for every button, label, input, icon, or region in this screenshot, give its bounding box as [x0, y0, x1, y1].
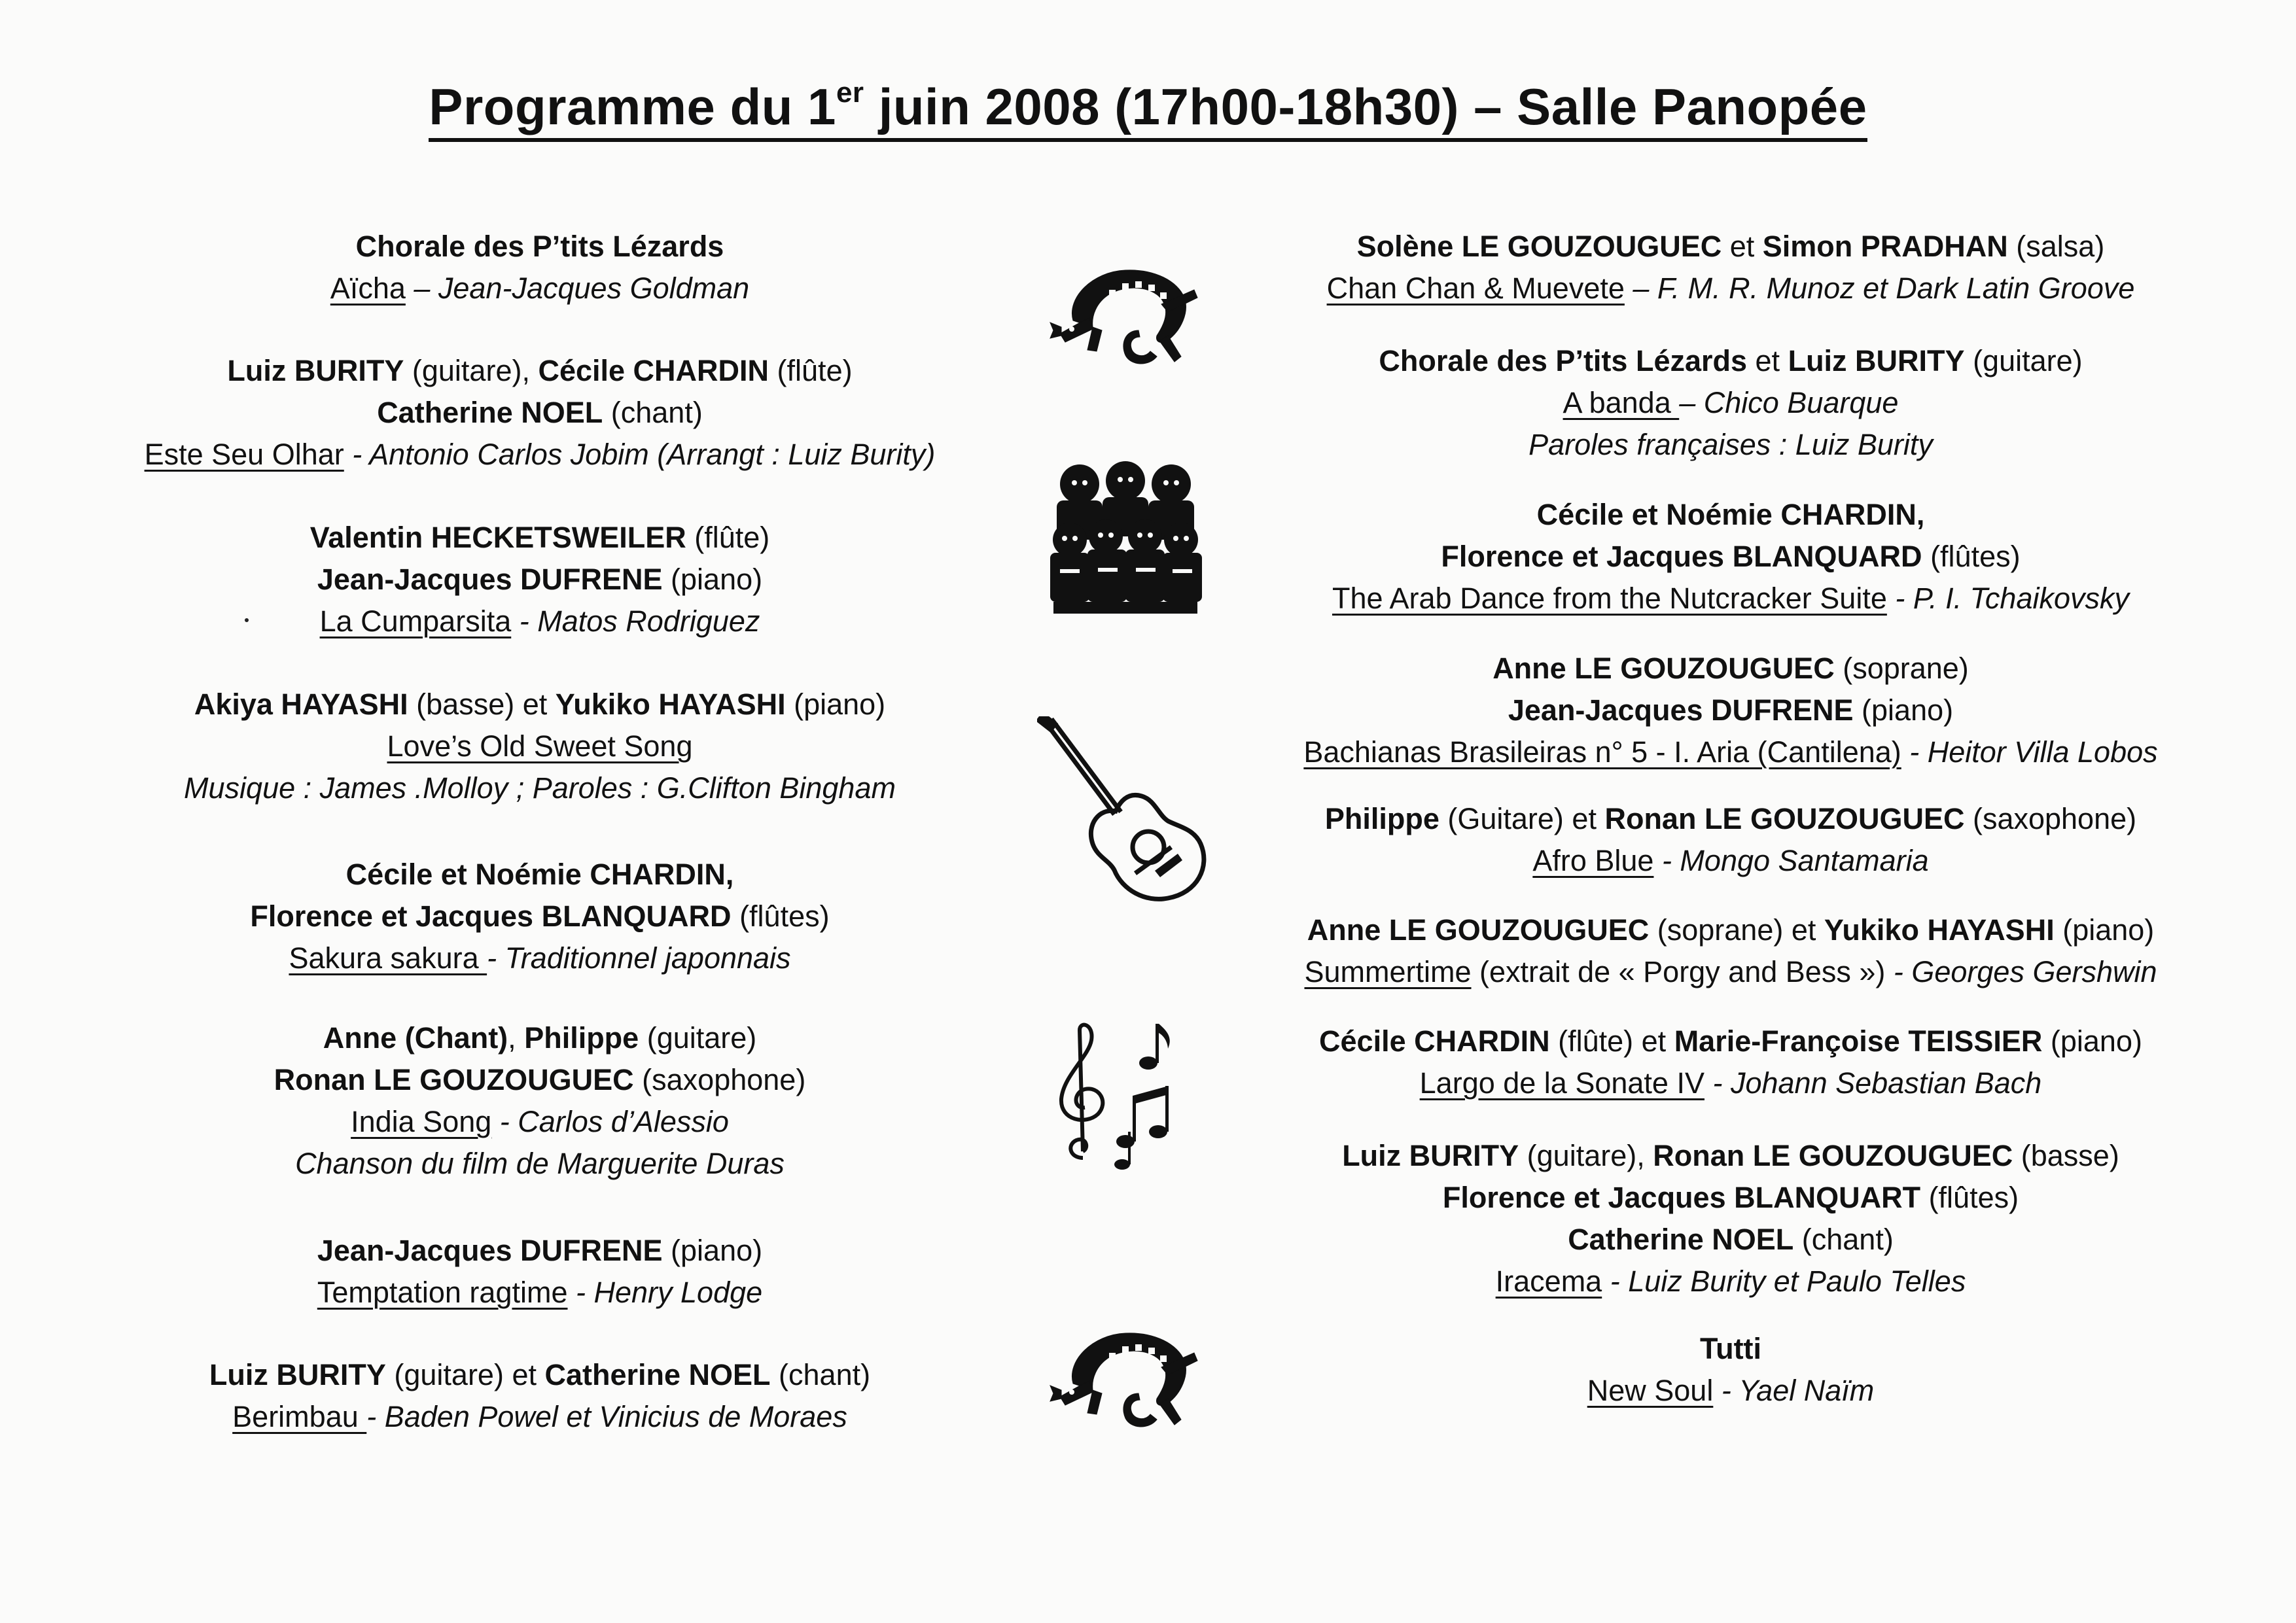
instrument-note: (extrait de « Porgy and Bess »): [1471, 955, 1894, 988]
entry-line: [39, 896, 1040, 937]
instrument-note: (guitare): [1964, 344, 2083, 377]
entry-line: [39, 767, 1040, 809]
lizard-icon: [1047, 258, 1204, 370]
program-entry: [1217, 648, 2244, 773]
program-entry: [1217, 909, 2244, 993]
performer-name: Florence et Jacques BLANQUART: [1442, 1181, 1921, 1214]
entry-line: [1217, 1021, 2244, 1062]
instrument-note: (flûtes): [731, 899, 830, 933]
performer-name: Cécile et Noémie CHARDIN,: [345, 858, 734, 891]
piece-title: Temptation ragtime: [317, 1276, 568, 1309]
performer-name: Ronan LE GOUZOUGUEC: [274, 1063, 634, 1096]
composer-credit: - Henry Lodge: [567, 1276, 763, 1309]
instrument-note: (piano): [662, 1234, 763, 1267]
piece-title: Afro Blue: [1532, 844, 1654, 877]
entry-line: [1217, 1177, 2244, 1219]
piece-title: Love’s Old Sweet Song: [387, 729, 693, 763]
program-entry: [39, 1230, 1040, 1314]
entry-line: [39, 684, 1040, 725]
entry-line: [39, 1272, 1040, 1314]
performer-name: Luiz BURITY: [209, 1358, 386, 1391]
performer-name: Florence et Jacques BLANQUARD: [250, 899, 732, 933]
entry-line: [1217, 731, 2244, 773]
entry-line: [39, 1017, 1040, 1059]
program-entry: [39, 1354, 1040, 1438]
stray-ink-dot: [245, 618, 249, 622]
performer-name: Anne (Chant): [323, 1021, 508, 1055]
composer-credit: - Antonio Carlos Jobim (Arrangt : Luiz Burity): [344, 438, 936, 471]
entry-line: [39, 559, 1040, 601]
performer-name: Chorale des P’tits Lézards: [355, 230, 724, 263]
performer-name: Philippe: [1324, 802, 1439, 835]
piece-title: Largo de la Sonate IV: [1419, 1066, 1704, 1100]
entry-line: [39, 434, 1040, 476]
entry-line: [39, 725, 1040, 767]
title-main: Programme du 1: [429, 78, 836, 135]
composer-credit: - Baden Powel et Vinicius de Moraes: [366, 1400, 847, 1433]
composer-credit: - Yael Naïm: [1713, 1374, 1875, 1407]
composer-credit: – Chico Buarque: [1679, 386, 1899, 419]
performer-name: Yukiko HAYASHI: [1824, 913, 2055, 947]
entry-line: [39, 1230, 1040, 1272]
piece-title: Bachianas Brasileiras n° 5 - I. Aria (Cantilena): [1303, 735, 1901, 769]
instrument-note: (guitare): [639, 1021, 757, 1055]
performer-name: Philippe: [524, 1021, 639, 1055]
performer-name: Cécile CHARDIN: [1319, 1024, 1550, 1058]
program-entry: [39, 854, 1040, 979]
performer-name: Jean-Jacques DUFRENE: [317, 563, 663, 596]
entry-line: [39, 226, 1040, 268]
instrument-note: (piano): [1853, 693, 1954, 727]
guitar-icon: [1037, 716, 1220, 906]
entry-line: [1217, 578, 2244, 620]
performer-name: Luiz BURITY: [1788, 344, 1965, 377]
entry-line: [1217, 909, 2244, 951]
piece-title: India Song: [351, 1105, 492, 1138]
entry-line: [1217, 1062, 2244, 1104]
performer-name: Marie-Françoise TEISSIER: [1674, 1024, 2043, 1058]
instrument-note: (flûtes): [1920, 1181, 2019, 1214]
entry-line: [1217, 268, 2244, 309]
composer-credit: - Mongo Santamaria: [1653, 844, 1929, 877]
instrument-note: (chant): [603, 396, 703, 429]
instrument-note: (saxophone): [633, 1063, 806, 1096]
music-notes-icon: [1047, 1017, 1197, 1171]
entry-line: [1217, 226, 2244, 268]
instrument-note: (piano): [2054, 913, 2155, 947]
entry-line: [39, 1396, 1040, 1438]
instrument-note: (basse): [2013, 1139, 2119, 1172]
instrument-note: (basse) et: [408, 688, 556, 721]
instrument-note: (chant): [1793, 1223, 1894, 1256]
performer-name: Jean-Jacques DUFRENE: [1508, 693, 1854, 727]
entry-line: [1217, 1135, 2244, 1177]
program-entry: [39, 226, 1040, 309]
instrument-note: (guitare),: [1519, 1139, 1653, 1172]
entry-line: [1217, 424, 2244, 466]
entry-line: [1217, 536, 2244, 578]
instrument-note: (piano): [662, 563, 763, 596]
program-entry: [39, 350, 1040, 476]
piece-title: Sakura sakura: [289, 941, 487, 975]
instrument-note: et: [1722, 230, 1763, 263]
instrument-note: (Guitare) et: [1439, 802, 1605, 835]
performer-name: Catherine NOEL: [544, 1358, 771, 1391]
performer-name: Cécile et Noémie CHARDIN,: [1536, 498, 1925, 531]
instrument-note: (piano): [785, 688, 886, 721]
program-entry: [1217, 798, 2244, 882]
performer-name: Solène LE GOUZOUGUEC: [1356, 230, 1722, 263]
instrument-note: (piano): [2042, 1024, 2142, 1058]
performer-name: Valentin HECKETSWEILER: [309, 521, 686, 554]
choir-icon: [1040, 458, 1210, 625]
instrument-note: (guitare),: [404, 354, 539, 387]
performer-name: Luiz BURITY: [227, 354, 404, 387]
performer-name: Tutti: [1699, 1332, 1762, 1365]
performer-name: Catherine NOEL: [377, 396, 603, 429]
composer-credit: - Luiz Burity et Paulo Telles: [1602, 1265, 1966, 1298]
entry-line: [1217, 1328, 2244, 1370]
program-entry: [1217, 494, 2244, 620]
composer-credit: - Georges Gershwin: [1893, 955, 2157, 988]
entry-line: [39, 854, 1040, 896]
entry-line: [39, 350, 1040, 392]
piece-title: Chan Chan & Muevete: [1326, 271, 1625, 305]
composer-credit: Paroles françaises : Luiz Burity: [1528, 428, 1933, 461]
performer-name: Florence et Jacques BLANQUARD: [1441, 540, 1922, 573]
entry-line: [1217, 648, 2244, 689]
performer-name: Anne LE GOUZOUGUEC: [1307, 913, 1650, 947]
performer-name: Simon PRADHAN: [1762, 230, 2008, 263]
piece-title: The Arab Dance from the Nutcracker Suite: [1332, 582, 1887, 615]
instrument-note: (soprane): [1834, 652, 1969, 685]
composer-credit: – Jean-Jacques Goldman: [405, 271, 750, 305]
instrument-note: (soprane) et: [1649, 913, 1824, 947]
piece-title: Summertime: [1304, 955, 1472, 988]
instrument-note: (guitare) et: [385, 1358, 545, 1391]
instrument-note: (flûte): [686, 521, 770, 554]
entry-line: [39, 601, 1040, 642]
entry-line: [1217, 340, 2244, 382]
composer-credit: - Heitor Villa Lobos: [1901, 735, 2158, 769]
composer-credit: - Matos Rodriguez: [511, 604, 760, 638]
entry-line: [39, 937, 1040, 979]
entry-line: [1217, 689, 2244, 731]
instrument-note: (flûtes): [1922, 540, 2021, 573]
program-entry: [39, 1017, 1040, 1185]
instrument-note: (flûte): [769, 354, 853, 387]
lizard-icon: [1047, 1321, 1204, 1433]
composer-credit: - Traditionnel japonnais: [487, 941, 791, 975]
composer-credit: – F. M. R. Munoz et Dark Latin Groove: [1624, 271, 2135, 305]
piece-title: Aïcha: [330, 271, 406, 305]
program-entry: [1217, 1021, 2244, 1104]
entry-line: [39, 268, 1040, 309]
instrument-note: (chant): [770, 1358, 871, 1391]
entry-line: [39, 1354, 1040, 1396]
entry-line: [1217, 494, 2244, 536]
instrument-note: et: [1747, 344, 1788, 377]
entry-line: [39, 1059, 1040, 1101]
entry-line: [39, 392, 1040, 434]
entry-line: [1217, 1219, 2244, 1261]
title-line: [429, 77, 1867, 142]
entry-line: [1217, 798, 2244, 840]
instrument-note: ,: [508, 1021, 525, 1055]
composer-credit: - Johann Sebastian Bach: [1704, 1066, 2042, 1100]
composer-credit: Chanson du film de Marguerite Duras: [295, 1147, 785, 1180]
composer-credit: Musique : James .Molloy ; Paroles : G.Clifton Bingham: [184, 771, 896, 805]
instrument-note: (flûte) et: [1549, 1024, 1674, 1058]
title-superscript: er: [836, 77, 864, 109]
performer-name: Catherine NOEL: [1568, 1223, 1794, 1256]
entry-line: [1217, 1261, 2244, 1302]
composer-credit: - Carlos d’Alessio: [491, 1105, 729, 1138]
piece-title: A banda: [1563, 386, 1680, 419]
piece-title: Berimbau: [232, 1400, 367, 1433]
performer-name: Ronan LE GOUZOUGUEC: [1604, 802, 1965, 835]
entry-line: [39, 1101, 1040, 1143]
entry-line: [1217, 951, 2244, 993]
program-entry: [39, 517, 1040, 642]
entry-line: [1217, 1370, 2244, 1412]
entry-line: [39, 1143, 1040, 1185]
title-rest: juin 2008 (17h00-18h30) – Salle Panopée: [864, 78, 1867, 135]
program-entry: [1217, 1135, 2244, 1302]
performer-name: Jean-Jacques DUFRENE: [317, 1234, 663, 1267]
entry-line: [1217, 382, 2244, 424]
performer-name: Anne LE GOUZOUGUEC: [1492, 652, 1835, 685]
performer-name: Yukiko HAYASHI: [555, 688, 786, 721]
performer-name: Akiya HAYASHI: [194, 688, 408, 721]
program-entry: [1217, 226, 2244, 309]
instrument-note: (saxophone): [1964, 802, 2137, 835]
piece-title: Iracema: [1495, 1265, 1602, 1298]
performer-name: Chorale des P’tits Lézards: [1379, 344, 1748, 377]
performer-name: Ronan LE GOUZOUGUEC: [1653, 1139, 2013, 1172]
page-title: [0, 77, 2296, 142]
performer-name: Luiz BURITY: [1342, 1139, 1519, 1172]
piece-title: La Cumparsita: [319, 604, 512, 638]
program-entry: [1217, 1328, 2244, 1412]
piece-title: New Soul: [1587, 1374, 1714, 1407]
program-entry: [39, 684, 1040, 809]
entry-line: [1217, 840, 2244, 882]
program-entry: [1217, 340, 2244, 466]
instrument-note: (salsa): [2007, 230, 2105, 263]
piece-title: Este Seu Olhar: [144, 438, 344, 471]
composer-credit: - P. I. Tchaikovsky: [1886, 582, 2130, 615]
entry-line: [39, 517, 1040, 559]
performer-name: Cécile CHARDIN: [538, 354, 769, 387]
